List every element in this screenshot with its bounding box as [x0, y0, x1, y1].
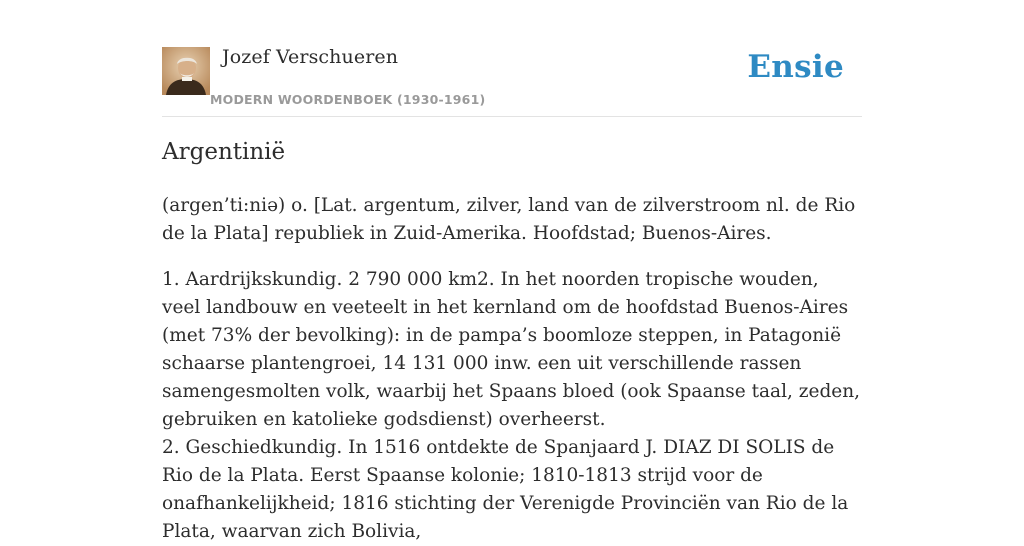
brand-logo[interactable]: Ensie	[747, 49, 844, 85]
author-portrait-icon	[162, 47, 210, 95]
header	[162, 46, 862, 117]
entry-section-geography: 1. Aardrijkskundig. 2 790 000 km2. In het noorden tropische wouden, veel landbouw en veeteelt in het kernland om de hoofdstad Buenos-Aires (met 73% der bevolking): in de pampa’s boomloze steppen, in Patagonië schaarse plantengroei, 14 131 000 inw. een uit verschillende rassen samengesmolten volk, waarbij het Spaans bloed (ook Spaanse taal, zeden, gebruiken en katolieke godsdienst) overheerst.	[162, 269, 861, 430]
entry-definition: (argen’ti:niə) o. [Lat. argentum, zilver, land van de zilverstroom nl. de Rio de la Plata] republiek in Zuid-Amerika. Hoofdstad; Buenos-Aires.	[162, 195, 856, 244]
entry-section-history: 2. Geschiedkundig. In 1516 ontdekte de Spanjaard J. DIAZ DI SOLIS de Rio de la Plata. Eerst Spaanse kolonie; 1810-1813 strijd voor de onafhankelijkheid; 1816 stichting der Verenigde Provinciën van Rio de la Plata, waarvan zich Bolivia,	[162, 437, 849, 542]
author-name[interactable]: Jozef Verschueren	[222, 46, 399, 68]
source-label[interactable]: MODERN WOORDENBOEK (1930-1961)	[210, 92, 486, 107]
page-title: Argentinië	[162, 139, 286, 165]
avatar[interactable]	[162, 47, 210, 95]
entry-body	[162, 192, 862, 546]
